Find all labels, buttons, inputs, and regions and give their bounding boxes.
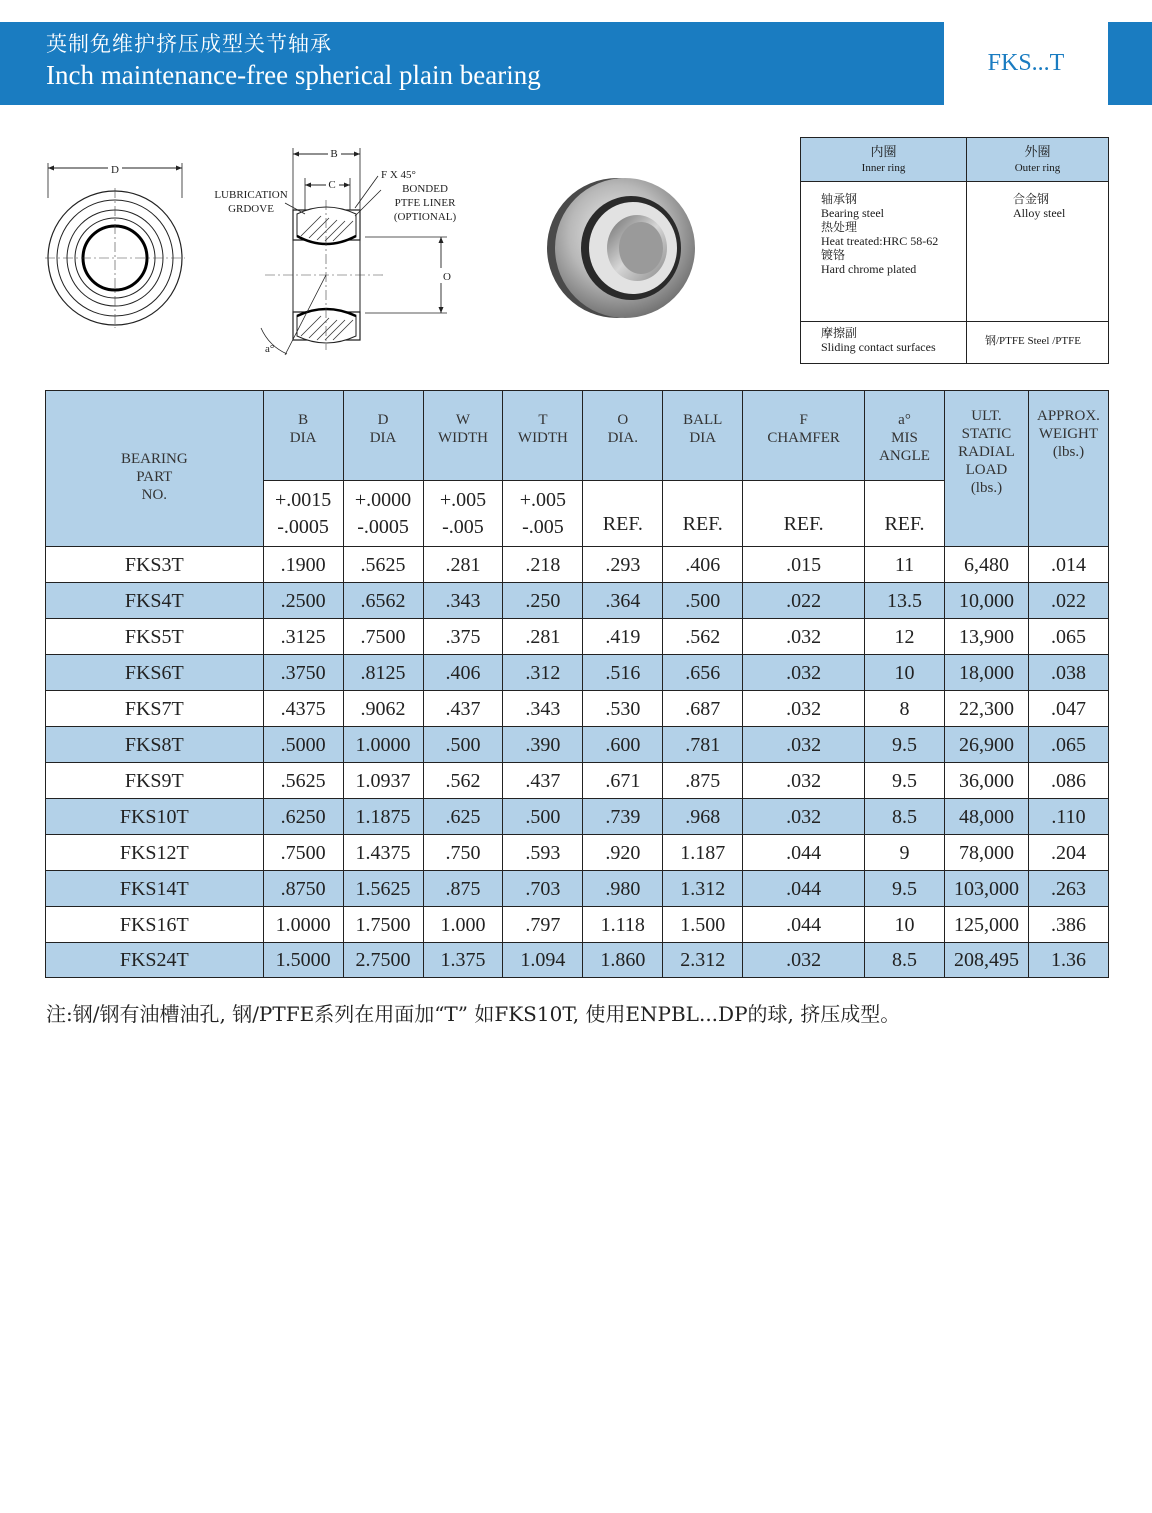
table-cell: 1.4375: [343, 835, 423, 871]
sliding-cn: 摩擦副: [821, 326, 858, 340]
table-cell: 9.5: [865, 871, 945, 907]
t-header-1: T: [538, 412, 548, 428]
table-cell: 36,000: [944, 763, 1028, 799]
table-cell: .980: [583, 871, 663, 907]
footnote: 注:钢/钢有油槽油孔, 钢/PTFE系列在用面加“T” 如FKS10T, 使用ENPBL...DP的球, 挤压成型。: [46, 1002, 901, 1026]
table-cell: .086: [1028, 763, 1108, 799]
table-cell: .390: [503, 727, 583, 763]
w-tol-minus: -.005: [442, 515, 484, 538]
table-cell: .032: [743, 799, 865, 835]
table-cell: .500: [503, 799, 583, 835]
table-cell: .875: [423, 871, 503, 907]
b-tol-minus: -.0005: [277, 515, 329, 538]
table-cell: 1.7500: [343, 907, 423, 943]
inner-material-en: Bearing steel: [821, 206, 884, 220]
liner-label-1: BONDED: [402, 183, 448, 195]
table-cell: .110: [1028, 799, 1108, 835]
t-tolerance: [503, 481, 583, 547]
table-cell: .4375: [263, 691, 343, 727]
table-cell: .968: [663, 799, 743, 835]
table-cell: .593: [503, 835, 583, 871]
header-banner: [0, 22, 944, 105]
table-cell: .500: [423, 727, 503, 763]
table-cell: .038: [1028, 655, 1108, 691]
table-cell: 78,000: [944, 835, 1028, 871]
ball-header-2: DIA: [689, 430, 717, 446]
part-header-3: NO.: [141, 486, 168, 503]
front-view-drawing: [40, 158, 190, 328]
o-header-2: DIA.: [607, 430, 639, 446]
table-row: [46, 547, 1109, 583]
table-cell: .022: [1028, 583, 1108, 619]
table-cell: 13,900: [944, 619, 1028, 655]
table-cell: 1.5625: [343, 871, 423, 907]
table-cell: 1.0937: [343, 763, 423, 799]
ball-header-1: BALL: [683, 412, 723, 428]
plating-cn: 镀铬: [821, 248, 846, 262]
outer-ring-en: Outer ring: [1014, 162, 1061, 174]
table-cell: .419: [583, 619, 663, 655]
table-cell: .375: [423, 619, 503, 655]
part-number-cell: FKS12T: [46, 835, 264, 871]
table-row: [46, 727, 1109, 763]
part-number-cell: FKS24T: [46, 943, 264, 978]
section-view-drawing: [205, 140, 475, 362]
part-number-cell: FKS3T: [46, 547, 264, 583]
table-cell: 9.5: [865, 727, 945, 763]
col-header-t: [503, 391, 583, 481]
angle-header-3: ANGLE: [879, 448, 930, 464]
w-header-1: W: [455, 412, 471, 428]
table-cell: 26,900: [944, 727, 1028, 763]
load-header-1: ULT.: [971, 408, 1002, 424]
part-number-cell: FKS10T: [46, 799, 264, 835]
col-header-w: [423, 391, 503, 481]
table-row: [46, 655, 1109, 691]
table-cell: .797: [503, 907, 583, 943]
material-table: [800, 137, 1109, 364]
table-cell: 10: [865, 655, 945, 691]
table-cell: .032: [743, 763, 865, 799]
t-header-2: WIDTH: [517, 430, 568, 446]
table-cell: .343: [503, 691, 583, 727]
f-ref: REF.: [743, 481, 865, 547]
col-header-part-no: [46, 391, 264, 547]
table-cell: 8: [865, 691, 945, 727]
table-cell: .014: [1028, 547, 1108, 583]
d-header-2: DIA: [369, 430, 397, 446]
table-cell: .437: [423, 691, 503, 727]
table-cell: .293: [583, 547, 663, 583]
table-cell: .703: [503, 871, 583, 907]
table-cell: .6250: [263, 799, 343, 835]
table-cell: 48,000: [944, 799, 1028, 835]
table-cell: .263: [1028, 871, 1108, 907]
table-cell: .032: [743, 619, 865, 655]
part-header-2: PART: [136, 468, 173, 485]
table-cell: .3750: [263, 655, 343, 691]
table-cell: .044: [743, 835, 865, 871]
table-cell: .218: [503, 547, 583, 583]
table-cell: .032: [743, 727, 865, 763]
table-cell: 1.500: [663, 907, 743, 943]
c-label: C: [328, 179, 336, 191]
table-cell: .250: [503, 583, 583, 619]
table-cell: .7500: [263, 835, 343, 871]
table-cell: .1900: [263, 547, 343, 583]
table-cell: .406: [423, 655, 503, 691]
table-cell: .047: [1028, 691, 1108, 727]
o-header-1: O: [617, 412, 629, 428]
inner-ring-header: [801, 138, 967, 182]
table-cell: .032: [743, 691, 865, 727]
col-header-ball: [663, 391, 743, 481]
chamfer-label: F X 45°: [381, 169, 416, 181]
table-cell: 10,000: [944, 583, 1028, 619]
table-cell: .065: [1028, 619, 1108, 655]
front-d-label: D: [111, 164, 119, 176]
table-cell: 1.36: [1028, 943, 1108, 978]
part-number-cell: FKS14T: [46, 871, 264, 907]
header-accent-bar: [1108, 22, 1152, 105]
table-cell: .920: [583, 835, 663, 871]
part-number-cell: FKS9T: [46, 763, 264, 799]
table-cell: .032: [743, 943, 865, 978]
d-tolerance: [343, 481, 423, 547]
table-cell: 12: [865, 619, 945, 655]
table-cell: 1.312: [663, 871, 743, 907]
table-row: [46, 763, 1109, 799]
load-header-3: RADIAL: [958, 444, 1015, 460]
table-cell: .5000: [263, 727, 343, 763]
w-tolerance: [423, 481, 503, 547]
inner-ring-material: [801, 182, 967, 322]
table-cell: .781: [663, 727, 743, 763]
angle-ref: REF.: [865, 481, 945, 547]
load-header-2: STATIC: [961, 426, 1012, 442]
heat-treat-cn: 热处理: [821, 220, 858, 234]
table-cell: 11: [865, 547, 945, 583]
table-cell: .5625: [263, 763, 343, 799]
table-cell: .7500: [343, 619, 423, 655]
table-cell: .343: [423, 583, 503, 619]
table-cell: 18,000: [944, 655, 1028, 691]
table-cell: .065: [1028, 727, 1108, 763]
table-cell: .625: [423, 799, 503, 835]
t-tol-minus: -.005: [522, 515, 564, 538]
inner-material-cn: 轴承钢: [821, 192, 858, 206]
f-header-2: CHAMFER: [767, 430, 840, 446]
part-number-cell: FKS8T: [46, 727, 264, 763]
table-cell: 13.5: [865, 583, 945, 619]
f-header-1: F: [799, 412, 808, 428]
part-number-cell: FKS7T: [46, 691, 264, 727]
table-cell: .281: [423, 547, 503, 583]
col-header-o: [583, 391, 663, 481]
table-cell: .530: [583, 691, 663, 727]
table-cell: .687: [663, 691, 743, 727]
col-header-load: [944, 391, 1028, 547]
table-cell: 1.0000: [343, 727, 423, 763]
table-cell: .044: [743, 871, 865, 907]
load-header-4: LOAD: [965, 462, 1008, 478]
table-row: [46, 799, 1109, 835]
specification-rows: [46, 547, 1109, 978]
table-cell: .204: [1028, 835, 1108, 871]
table-cell: 1.000: [423, 907, 503, 943]
bearing-photo: [545, 172, 703, 322]
table-cell: .406: [663, 547, 743, 583]
series-label: FKS...T: [987, 50, 1065, 76]
w-header-2: WIDTH: [437, 430, 488, 446]
table-cell: 1.187: [663, 835, 743, 871]
col-header-b: [263, 391, 343, 481]
table-cell: 1.1875: [343, 799, 423, 835]
table-cell: .656: [663, 655, 743, 691]
b-tolerance: [263, 481, 343, 547]
table-cell: .364: [583, 583, 663, 619]
col-header-angle: [865, 391, 945, 481]
lubrication-label-2: GRDOVE: [228, 203, 274, 215]
table-cell: .875: [663, 763, 743, 799]
outer-material-en: Alloy steel: [1013, 206, 1066, 220]
table-cell: .750: [423, 835, 503, 871]
d-tol-plus: +.0000: [354, 488, 412, 511]
table-cell: .386: [1028, 907, 1108, 943]
angle-header-2: MIS: [891, 430, 918, 446]
col-header-f: [743, 391, 865, 481]
table-cell: 103,000: [944, 871, 1028, 907]
b-label: B: [330, 148, 338, 160]
heat-treat-en: Heat treated:HRC 58-62: [821, 234, 939, 248]
b-header-1: B: [298, 412, 309, 428]
outer-ring-header: [967, 138, 1109, 182]
outer-ring-material: [967, 182, 1109, 322]
liner-label-3: (OPTIONAL): [393, 211, 457, 223]
angle-label: a°: [265, 343, 275, 355]
angle-header-1: a°: [898, 412, 911, 428]
table-row: [46, 619, 1109, 655]
part-number-cell: FKS5T: [46, 619, 264, 655]
table-cell: .2500: [263, 583, 343, 619]
inner-ring-en: Inner ring: [861, 162, 906, 174]
table-cell: .6562: [343, 583, 423, 619]
w-tol-plus: +.005: [439, 488, 487, 511]
outer-ring-cn: 外圈: [1024, 144, 1051, 159]
table-cell: 1.860: [583, 943, 663, 978]
table-row: [46, 835, 1109, 871]
weight-header-2: WEIGHT: [1038, 426, 1099, 442]
col-header-d: [343, 391, 423, 481]
part-header-1: BEARING: [120, 450, 188, 467]
table-cell: .044: [743, 907, 865, 943]
liner-label-2: PTFE LINER: [394, 197, 456, 209]
table-cell: 208,495: [944, 943, 1028, 978]
sliding-surface-value: 钢/PTFE Steel /PTFE: [967, 322, 1109, 364]
table-cell: 22,300: [944, 691, 1028, 727]
table-cell: .600: [583, 727, 663, 763]
table-row: [46, 907, 1109, 943]
part-number-cell: FKS16T: [46, 907, 264, 943]
table-cell: .8750: [263, 871, 343, 907]
title-chinese: 英制免维护挤压成型关节轴承: [46, 32, 332, 56]
table-cell: 10: [865, 907, 945, 943]
table-cell: 1.5000: [263, 943, 343, 978]
table-cell: .516: [583, 655, 663, 691]
b-tol-plus: +.0015: [274, 488, 332, 511]
d-tol-minus: -.0005: [357, 515, 409, 538]
d-header-1: D: [377, 412, 389, 428]
table-cell: 1.094: [503, 943, 583, 978]
ball-ref: REF.: [663, 481, 743, 547]
t-tol-plus: +.005: [519, 488, 567, 511]
outer-material-cn: 合金钢: [1013, 192, 1050, 206]
table-cell: 9.5: [865, 763, 945, 799]
table-cell: 2.312: [663, 943, 743, 978]
table-cell: 1.0000: [263, 907, 343, 943]
table-cell: .8125: [343, 655, 423, 691]
part-number-cell: FKS6T: [46, 655, 264, 691]
table-cell: .739: [583, 799, 663, 835]
table-row: [46, 943, 1109, 978]
table-cell: 125,000: [944, 907, 1028, 943]
table-cell: .671: [583, 763, 663, 799]
plating-en: Hard chrome plated: [821, 262, 917, 276]
table-cell: .562: [663, 619, 743, 655]
table-cell: .562: [423, 763, 503, 799]
load-header-5: (lbs.): [970, 480, 1003, 496]
table-cell: .9062: [343, 691, 423, 727]
table-cell: .032: [743, 655, 865, 691]
title-english: Inch maintenance-free spherical plain bearing: [46, 60, 541, 90]
table-cell: 6,480: [944, 547, 1028, 583]
o-label: O: [443, 271, 451, 283]
table-row: [46, 871, 1109, 907]
part-number-cell: FKS4T: [46, 583, 264, 619]
table-cell: .015: [743, 547, 865, 583]
table-cell: .281: [503, 619, 583, 655]
col-header-weight: [1028, 391, 1108, 547]
table-cell: 2.7500: [343, 943, 423, 978]
sliding-en: Sliding contact surfaces: [821, 340, 936, 354]
table-cell: 9: [865, 835, 945, 871]
b-header-2: DIA: [289, 430, 317, 446]
sliding-surface-label: [801, 322, 967, 364]
weight-header-3: (lbs.): [1052, 444, 1085, 460]
o-ref: REF.: [583, 481, 663, 547]
table-cell: .3125: [263, 619, 343, 655]
table-row: [46, 583, 1109, 619]
inner-ring-cn: 内圈: [870, 144, 897, 159]
table-cell: .5625: [343, 547, 423, 583]
table-cell: 8.5: [865, 943, 945, 978]
weight-header-1: APPROX.: [1036, 408, 1100, 424]
specification-table: [45, 390, 1109, 978]
table-cell: .500: [663, 583, 743, 619]
lubrication-label-1: LUBRICATION: [214, 189, 288, 201]
table-cell: .312: [503, 655, 583, 691]
table-cell: 8.5: [865, 799, 945, 835]
table-cell: 1.375: [423, 943, 503, 978]
table-cell: .022: [743, 583, 865, 619]
table-row: [46, 691, 1109, 727]
table-cell: .437: [503, 763, 583, 799]
table-cell: 1.118: [583, 907, 663, 943]
